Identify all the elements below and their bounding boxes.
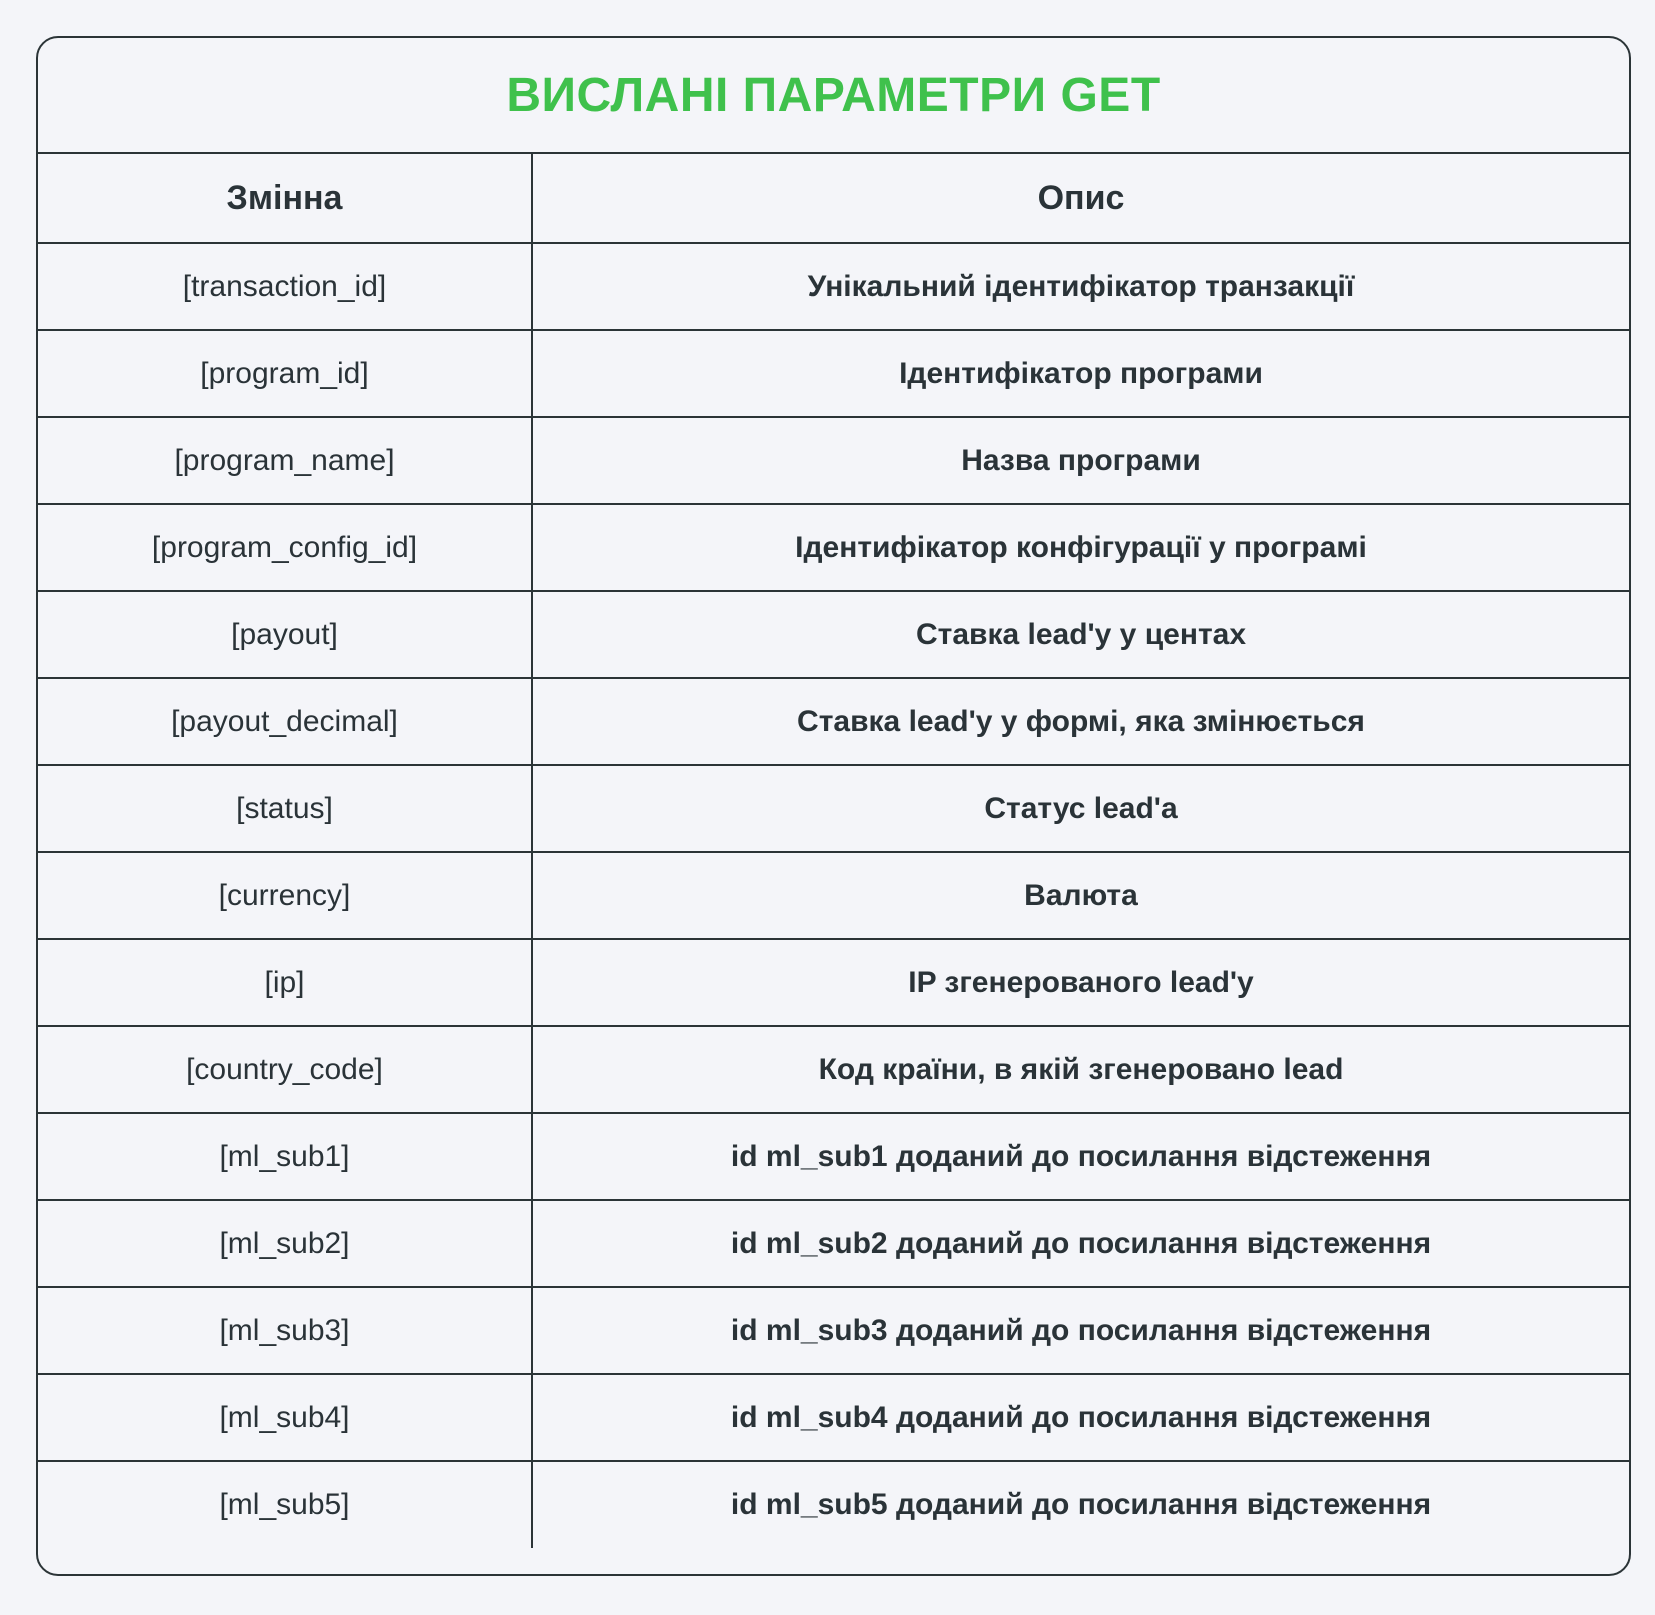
table-row: [38, 1461, 1629, 1548]
table-row: [38, 504, 1629, 591]
variable-cell: [country_code]: [38, 1026, 532, 1113]
header-row: [38, 154, 1629, 243]
parameters-card: [36, 36, 1631, 1576]
variable-cell: [ml_sub5]: [38, 1461, 532, 1548]
page-title: ВИСЛАНІ ПАРАМЕТРИ GET: [506, 68, 1161, 122]
description-cell: Ідентифікатор програми: [532, 330, 1629, 417]
variable-cell: [ml_sub3]: [38, 1287, 532, 1374]
variable-cell: [program_id]: [38, 330, 532, 417]
description-cell: id ml_sub2 доданий до посилання відстеження: [532, 1200, 1629, 1287]
description-cell: id ml_sub5 доданий до посилання відстеження: [532, 1461, 1629, 1548]
description-cell: Назва програми: [532, 417, 1629, 504]
variable-cell: [currency]: [38, 852, 532, 939]
description-cell: id ml_sub3 доданий до посилання відстеження: [532, 1287, 1629, 1374]
variable-cell: [payout]: [38, 591, 532, 678]
description-cell: id ml_sub1 доданий до посилання відстеження: [532, 1113, 1629, 1200]
table-row: [38, 591, 1629, 678]
table-header: [38, 154, 1629, 243]
variable-cell: [payout_decimal]: [38, 678, 532, 765]
variable-cell: [ml_sub2]: [38, 1200, 532, 1287]
variable-cell: [ml_sub4]: [38, 1374, 532, 1461]
description-cell: Ставка lead'у у формі, яка змінюється: [532, 678, 1629, 765]
variable-cell: [program_name]: [38, 417, 532, 504]
table-row: [38, 852, 1629, 939]
table-row: [38, 939, 1629, 1026]
variable-cell: [status]: [38, 765, 532, 852]
variable-cell: [ip]: [38, 939, 532, 1026]
table-row: [38, 330, 1629, 417]
header-description: Опис: [1037, 178, 1125, 217]
table-row: [38, 765, 1629, 852]
table-row: [38, 678, 1629, 765]
variable-cell: [transaction_id]: [38, 243, 532, 330]
description-cell: id ml_sub4 доданий до посилання відстеження: [532, 1374, 1629, 1461]
table-row: [38, 1374, 1629, 1461]
table-row: [38, 1026, 1629, 1113]
table-row: [38, 1200, 1629, 1287]
variable-cell: [program_config_id]: [38, 504, 532, 591]
description-cell: Ставка lead'у у центах: [532, 591, 1629, 678]
description-cell: Валюта: [532, 852, 1629, 939]
table-row: [38, 1113, 1629, 1200]
description-cell: Код країни, в якій згенеровано lead: [532, 1026, 1629, 1113]
title-bar: [38, 38, 1629, 154]
description-cell: IP згенерованого lead'у: [532, 939, 1629, 1026]
table-row: [38, 417, 1629, 504]
table-body: [38, 243, 1629, 1548]
description-cell: Ідентифікатор конфігурації у програмі: [532, 504, 1629, 591]
variable-cell: [ml_sub1]: [38, 1113, 532, 1200]
table-row: [38, 1287, 1629, 1374]
parameters-table: [38, 154, 1629, 1548]
header-variable: Змінна: [38, 154, 532, 243]
description-cell: Унікальний ідентифікатор транзакції: [532, 243, 1629, 330]
description-cell: Статус lead'a: [532, 765, 1629, 852]
table-row: [38, 243, 1629, 330]
